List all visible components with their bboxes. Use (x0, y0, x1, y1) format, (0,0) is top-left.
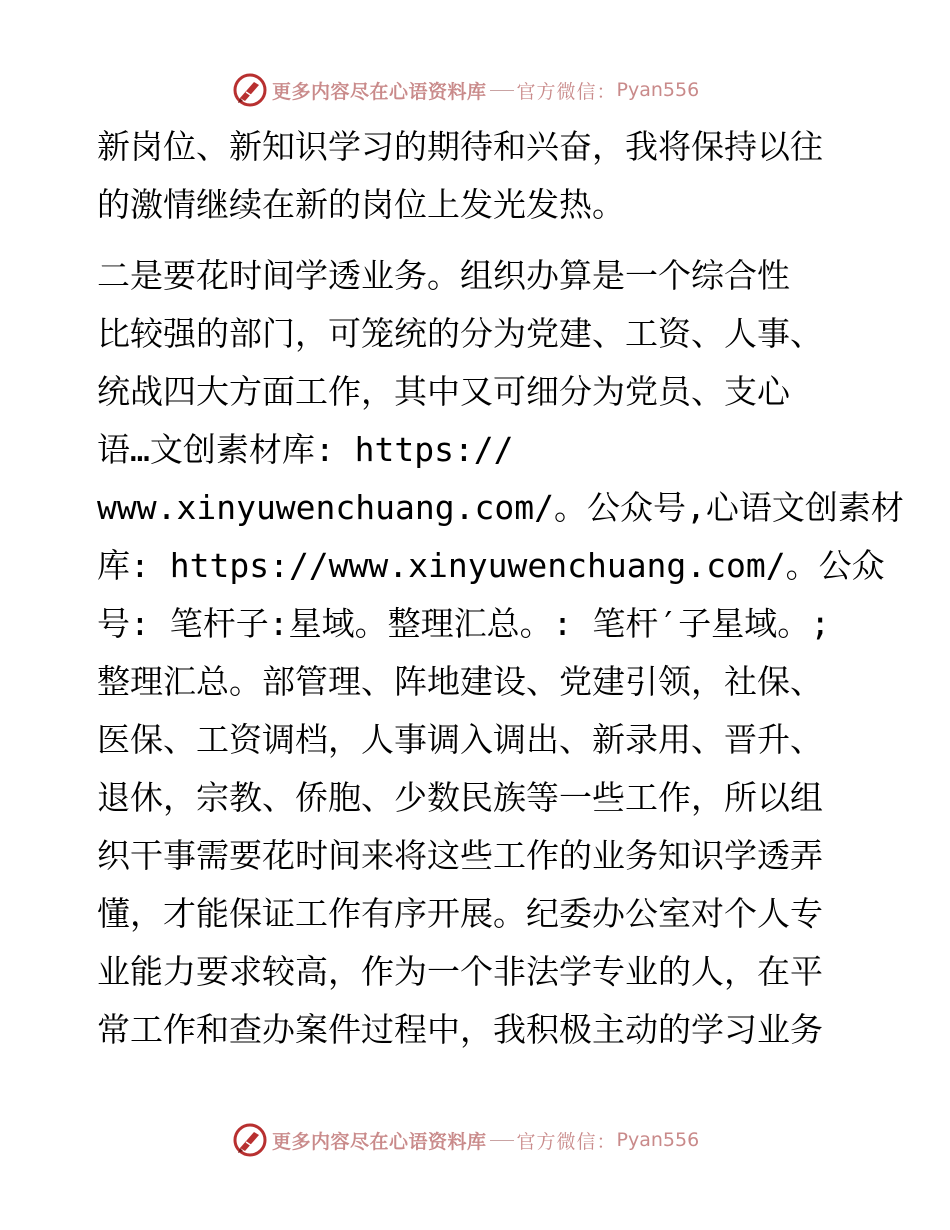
paragraph-2-line: 懂，才能保证工作有序开展。纪委办公室对个人专 (97, 894, 823, 933)
pen-logo-icon (232, 1122, 268, 1158)
paragraph-1-line: 的激情继续在新的岗位上发光发热。 (97, 185, 625, 224)
banner-brand-text: 更多内容尽在心语资料库 (272, 1130, 487, 1153)
paragraph-2 (97, 247, 904, 1059)
footer-banner (232, 1120, 699, 1160)
paragraph-2-line: 统战四大方面工作，其中又可细分为党员、支心 (97, 372, 790, 411)
banner-wechat-label: 官方微信： (516, 80, 617, 103)
paragraph-1-line: 新岗位、新知识学习的期待和兴奋，我将保持以往 (97, 127, 823, 166)
paragraph-2-line: 织干事需要花时间来将这些工作的业务知识学透弄 (97, 836, 823, 875)
paragraph-2-line: 库: https://www.xinyuwenchuang.com/。公众 (97, 546, 885, 585)
paragraph-2-line: www.xinyuwenchuang.com/。公众号,心语文创素材 (97, 488, 904, 527)
banner-wechat-id: Pyan556 (616, 1129, 700, 1151)
paragraph-2-line: 退休，宗教、侨胞、少数民族等一些工作，所以组 (97, 778, 823, 817)
paragraph-2-line: 业能力要求较高，作为一个非法学专业的人，在平 (97, 952, 823, 991)
banner-wechat-id: Pyan556 (616, 79, 700, 101)
paragraph-2-line: 整理汇总。部管理、阵地建设、党建引领，社保、 (97, 662, 823, 701)
paragraph-2-line: 号: 笔杆子:星域。整理汇总。: 笔杆′子星域。; (97, 604, 831, 643)
banner-dash (490, 90, 514, 91)
paragraph-2-line: 语…文创素材库: https:// (97, 430, 514, 469)
header-banner (232, 70, 699, 110)
paragraph-2-line: 常工作和查办案件过程中，我积极主动的学习业务 (97, 1010, 823, 1049)
pen-logo-icon (232, 72, 268, 108)
paragraph-2-line: 二是要花时间学透业务。组织办算是一个综合性 (97, 256, 790, 295)
banner-brand-text: 更多内容尽在心语资料库 (272, 80, 487, 103)
paragraph-1 (97, 118, 867, 234)
banner-wechat-label: 官方微信： (516, 1130, 617, 1153)
paragraph-2-line: 医保、工资调档，人事调入调出、新录用、晋升、 (97, 720, 823, 759)
banner-dash (490, 1140, 514, 1141)
paragraph-2-line: 比较强的部门，可笼统的分为党建、工资、人事、 (97, 314, 823, 353)
